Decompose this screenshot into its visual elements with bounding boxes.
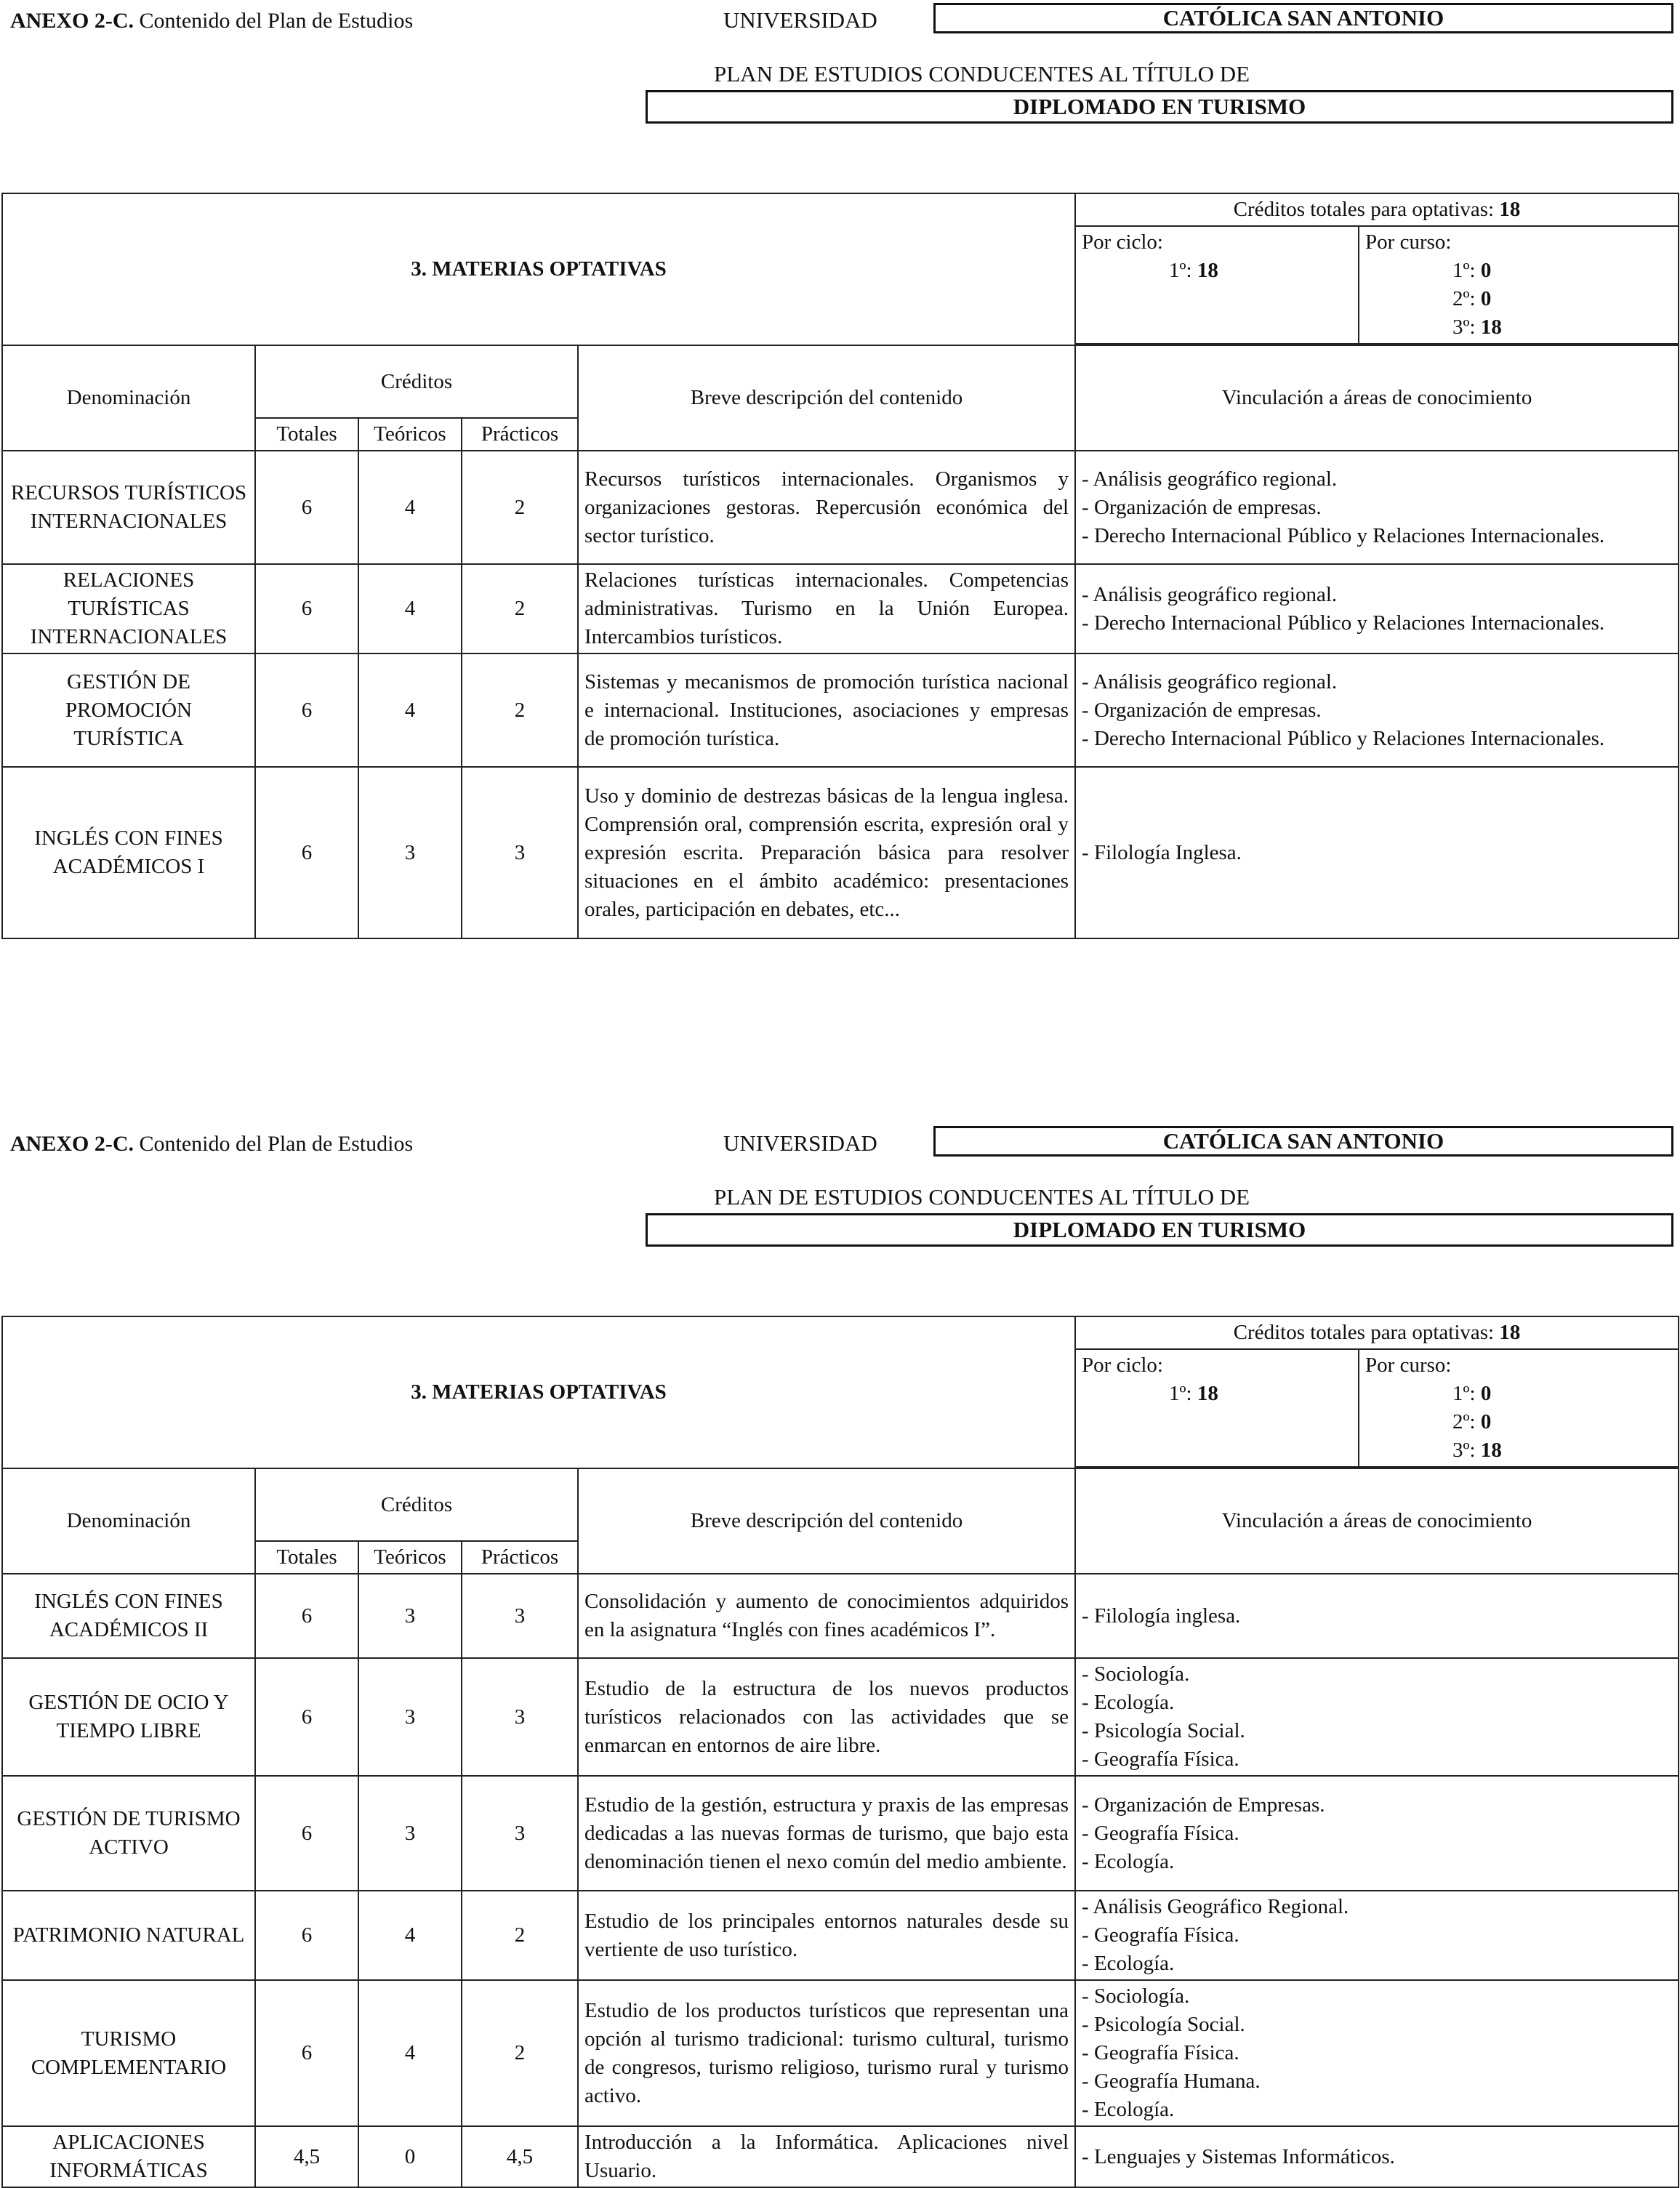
knowledge-areas [1075, 2126, 1679, 2187]
credits-practicos: 2 [462, 1891, 578, 1980]
col-header-totales: Totales [255, 1541, 358, 1574]
plan-page-2 [0, 1123, 1680, 2182]
curso-1 [1365, 257, 1672, 285]
subject-row [2, 1891, 1679, 1980]
subject-row [2, 1574, 1679, 1658]
total-credits-label: Créditos totales para optativas: [1233, 198, 1495, 221]
curso-1-label: 1º: [1452, 259, 1476, 282]
ciclo-1-value: 18 [1197, 259, 1218, 282]
credits-teoricos: 3 [358, 767, 462, 938]
credits-totales: 6 [255, 1776, 358, 1891]
optional-subjects-table [1, 1316, 1679, 2188]
credits-practicos: 2 [462, 564, 578, 653]
col-header-creditos: Créditos [255, 345, 578, 418]
subject-row [2, 767, 1679, 938]
degree-title-box: DIPLOMADO EN TURISMO [646, 1213, 1673, 1247]
university-label: UNIVERSIDAD [723, 1130, 877, 1156]
credits-totales: 6 [255, 767, 358, 938]
subject-name: INGLÉS CON FINES ACADÉMICOS II [2, 1574, 255, 1658]
subject-name: TURISMO COMPLEMENTARIO [2, 1980, 255, 2126]
subject-name: GESTIÓN DE OCIO Y TIEMPO LIBRE [2, 1658, 255, 1776]
credits-teoricos: 4 [358, 653, 462, 767]
subject-row [2, 653, 1679, 767]
col-header-vinculacion: Vinculación a áreas de conocimiento [1075, 345, 1679, 451]
por-curso-label: Por curso: [1365, 1354, 1452, 1377]
por-curso-cell [1359, 226, 1679, 344]
col-header-descripcion: Breve descripción del contenido [578, 345, 1075, 451]
curso-3-value: 18 [1480, 1439, 1502, 1462]
credits-practicos: 3 [462, 767, 578, 938]
knowledge-areas [1075, 564, 1679, 653]
knowledge-area-item: - Organización de Empresas. [1082, 1793, 1325, 1817]
col-header-denominacion: Denominación [2, 1468, 255, 1574]
knowledge-area-item: - Análisis geográfico regional. [1082, 467, 1338, 491]
subject-name: GESTIÓN DE PROMOCIÓN TURÍSTICA [2, 653, 255, 767]
subject-name: RECURSOS TURÍSTICOS INTERNACIONALES [2, 451, 255, 564]
curso-2 [1365, 1408, 1672, 1436]
subject-name: INGLÉS CON FINES ACADÉMICOS I [2, 767, 255, 938]
subject-description: Introducción a la Informática. Aplicaciones nivel Usuario. [578, 2126, 1075, 2187]
knowledge-areas [1075, 653, 1679, 767]
credits-teoricos: 4 [358, 1891, 462, 1980]
col-header-teoricos: Teóricos [358, 418, 462, 451]
annex-title: Contenido del Plan de Estudios [139, 9, 414, 33]
knowledge-area-item: - Análisis geográfico regional. [1082, 669, 1338, 693]
knowledge-area-item: - Geografía Física. [1082, 1923, 1239, 1947]
credits-teoricos: 0 [358, 2126, 462, 2187]
optional-subjects-table [1, 193, 1679, 939]
knowledge-area-item: - Ecología. [1082, 1952, 1175, 1975]
subject-row [2, 1658, 1679, 1776]
credits-totales: 6 [255, 1980, 358, 2126]
knowledge-area-item: - Geografía Física. [1082, 1747, 1239, 1771]
credits-totales: 6 [255, 1891, 358, 1980]
knowledge-area-item: - Filología Inglesa. [1082, 840, 1242, 864]
annex-heading [10, 9, 413, 33]
knowledge-area-item: - Organización de empresas. [1082, 495, 1322, 519]
subject-description: Relaciones turísticas internacionales. Competencias administrativas. Turismo en la Unión Europea. Intercambios turísticos. [578, 564, 1075, 653]
total-credits-cell [1075, 193, 1679, 226]
knowledge-area-item: - Sociología. [1082, 1662, 1190, 1686]
knowledge-area-item: - Ecología. [1082, 1691, 1175, 1714]
subject-description: Consolidación y aumento de conocimientos adquiridos en la asignatura “Inglés con fines académicos I”. [578, 1574, 1075, 1658]
subject-description: Recursos turísticos internacionales. Organismos y organizaciones gestoras. Repercusión económica del sector turístico. [578, 451, 1075, 564]
knowledge-area-item: - Geografía Física. [1082, 1821, 1239, 1845]
credits-totales: 6 [255, 564, 358, 653]
knowledge-area-item: - Derecho Internacional Público y Relaciones Internacionales. [1082, 726, 1605, 750]
credits-practicos: 2 [462, 653, 578, 767]
degree-title-box: DIPLOMADO EN TURISMO [646, 90, 1673, 124]
total-credits-value: 18 [1499, 1321, 1521, 1344]
subject-name: APLICACIONES INFORMÁTICAS [2, 2126, 255, 2187]
curso-1-value: 0 [1480, 1382, 1492, 1405]
curso-2-label: 2º: [1452, 287, 1476, 310]
ciclo-1 [1082, 1380, 1352, 1408]
col-header-denominacion: Denominación [2, 345, 255, 451]
col-header-practicos: Prácticos [462, 1541, 578, 1574]
credits-totales: 6 [255, 1574, 358, 1658]
credits-practicos: 2 [462, 451, 578, 564]
credits-teoricos: 3 [358, 1658, 462, 1776]
curso-3-value: 18 [1480, 315, 1502, 339]
col-header-descripcion: Breve descripción del contenido [578, 1468, 1075, 1574]
por-ciclo-cell [1075, 1349, 1359, 1467]
credits-teoricos: 4 [358, 564, 462, 653]
curso-3 [1365, 1436, 1672, 1465]
curso-3-label: 3º: [1452, 315, 1476, 339]
ciclo-1-label: 1º: [1169, 259, 1192, 282]
subject-row [2, 2126, 1679, 2187]
knowledge-area-item: - Ecología. [1082, 1849, 1175, 1873]
knowledge-area-item: - Geografía Humana. [1082, 2070, 1261, 2093]
university-name-box: CATÓLICA SAN ANTONIO [933, 1126, 1673, 1157]
curso-2 [1365, 285, 1672, 313]
plan-page-1 [0, 0, 1680, 945]
knowledge-area-item: - Lenguajes y Sistemas Informáticos. [1082, 2144, 1395, 2168]
credits-practicos: 3 [462, 1574, 578, 1658]
ciclo-1-label: 1º: [1169, 1382, 1192, 1405]
knowledge-area-item: - Derecho Internacional Público y Relaciones Internacionales. [1082, 611, 1605, 635]
curso-1 [1365, 1380, 1672, 1408]
subject-row [2, 1776, 1679, 1891]
annex-number: ANEXO 2-C. [10, 9, 134, 33]
plan-label: PLAN DE ESTUDIOS CONDUCENTES AL TÍTULO DE [714, 1184, 1250, 1210]
knowledge-area-item: - Psicología Social. [1082, 2013, 1245, 2036]
curso-3 [1365, 313, 1672, 342]
subject-name: RELACIONES TURÍSTICAS INTERNACIONALES [2, 564, 255, 653]
knowledge-area-item: - Filología inglesa. [1082, 1604, 1241, 1628]
knowledge-area-item: - Análisis geográfico regional. [1082, 582, 1338, 606]
subject-name: PATRIMONIO NATURAL [2, 1891, 255, 1980]
total-credits-label: Créditos totales para optativas: [1233, 1321, 1495, 1344]
subject-description: Estudio de la gestión, estructura y praxis de las empresas dedicadas a las nuevas formas de turismo, que bajo esta denominación tienen el nexo común del medio ambiente. [578, 1776, 1075, 1891]
por-ciclo-cell [1075, 226, 1359, 344]
knowledge-areas [1075, 1574, 1679, 1658]
por-curso-cell [1359, 1349, 1679, 1467]
section-title: 3. MATERIAS OPTATIVAS [2, 1316, 1075, 1468]
ciclo-1 [1082, 257, 1352, 285]
credits-totales: 6 [255, 653, 358, 767]
subject-description: Estudio de los productos turísticos que representan una opción al turismo tradicional: turismo cultural, turismo de congresos, turismo religioso, turismo rural y turismo activo. [578, 1980, 1075, 2126]
curso-2-label: 2º: [1452, 1410, 1476, 1433]
ciclo-1-value: 18 [1197, 1382, 1218, 1405]
knowledge-areas [1075, 1980, 1679, 2126]
total-credits-value: 18 [1499, 198, 1521, 221]
curso-2-value: 0 [1480, 1410, 1492, 1433]
knowledge-area-item: - Ecología. [1082, 2098, 1175, 2121]
annex-title: Contenido del Plan de Estudios [139, 1132, 414, 1156]
university-label: UNIVERSIDAD [723, 7, 877, 33]
por-curso-label: Por curso: [1365, 230, 1452, 254]
subject-name: GESTIÓN DE TURISMO ACTIVO [2, 1776, 255, 1891]
credits-teoricos: 3 [358, 1776, 462, 1891]
plan-label: PLAN DE ESTUDIOS CONDUCENTES AL TÍTULO DE [714, 61, 1250, 87]
knowledge-areas [1075, 451, 1679, 564]
col-header-practicos: Prácticos [462, 418, 578, 451]
por-ciclo-label: Por ciclo: [1082, 230, 1163, 254]
credits-practicos: 3 [462, 1776, 578, 1891]
credits-practicos: 3 [462, 1658, 578, 1776]
subject-description: Uso y dominio de destrezas básicas de la lengua inglesa. Comprensión oral, comprensión escrita, expresión oral y expresión escrita. Preparación básica para resolver situaciones en el ámbito académico: presentaciones orales, participación en debates, etc... [578, 767, 1075, 938]
annex-heading [10, 1132, 413, 1157]
subject-row [2, 564, 1679, 653]
credits-totales: 4,5 [255, 2126, 358, 2187]
col-header-totales: Totales [255, 418, 358, 451]
credits-practicos: 2 [462, 1980, 578, 2126]
credits-totales: 6 [255, 451, 358, 564]
knowledge-areas [1075, 1891, 1679, 1980]
knowledge-area-item: - Geografía Física. [1082, 2041, 1239, 2064]
knowledge-area-item: - Derecho Internacional Público y Relaciones Internacionales. [1082, 523, 1605, 547]
knowledge-areas [1075, 1776, 1679, 1891]
knowledge-areas [1075, 1658, 1679, 1776]
knowledge-area-item: - Psicología Social. [1082, 1719, 1245, 1742]
section-title: 3. MATERIAS OPTATIVAS [2, 193, 1075, 345]
subject-row [2, 1980, 1679, 2126]
knowledge-area-item: - Análisis Geográfico Regional. [1082, 1895, 1349, 1918]
annex-number: ANEXO 2-C. [10, 1132, 134, 1156]
credits-teoricos: 4 [358, 1980, 462, 2126]
total-credits-cell [1075, 1316, 1679, 1349]
university-name-box: CATÓLICA SAN ANTONIO [933, 3, 1673, 33]
col-header-vinculacion: Vinculación a áreas de conocimiento [1075, 1468, 1679, 1574]
curso-2-value: 0 [1480, 287, 1492, 310]
subject-description: Estudio de los principales entornos naturales desde su vertiente de uso turístico. [578, 1891, 1075, 1980]
curso-1-value: 0 [1480, 259, 1492, 282]
credits-totales: 6 [255, 1658, 358, 1776]
curso-1-label: 1º: [1452, 1382, 1476, 1405]
curso-3-label: 3º: [1452, 1439, 1476, 1462]
knowledge-area-item: - Sociología. [1082, 1984, 1190, 2008]
credits-practicos: 4,5 [462, 2126, 578, 2187]
subject-description: Sistemas y mecanismos de promoción turística nacional e internacional. Instituciones, asociaciones y empresas de promoción turística. [578, 653, 1075, 767]
por-ciclo-label: Por ciclo: [1082, 1354, 1163, 1377]
col-header-creditos: Créditos [255, 1468, 578, 1541]
subject-row [2, 451, 1679, 564]
col-header-teoricos: Teóricos [358, 1541, 462, 1574]
credits-teoricos: 3 [358, 1574, 462, 1658]
knowledge-areas [1075, 767, 1679, 938]
credits-teoricos: 4 [358, 451, 462, 564]
subject-description: Estudio de la estructura de los nuevos productos turísticos relacionados con las actividades que se enmarcan en entornos de aire libre. [578, 1658, 1075, 1776]
knowledge-area-item: - Organización de empresas. [1082, 698, 1322, 722]
